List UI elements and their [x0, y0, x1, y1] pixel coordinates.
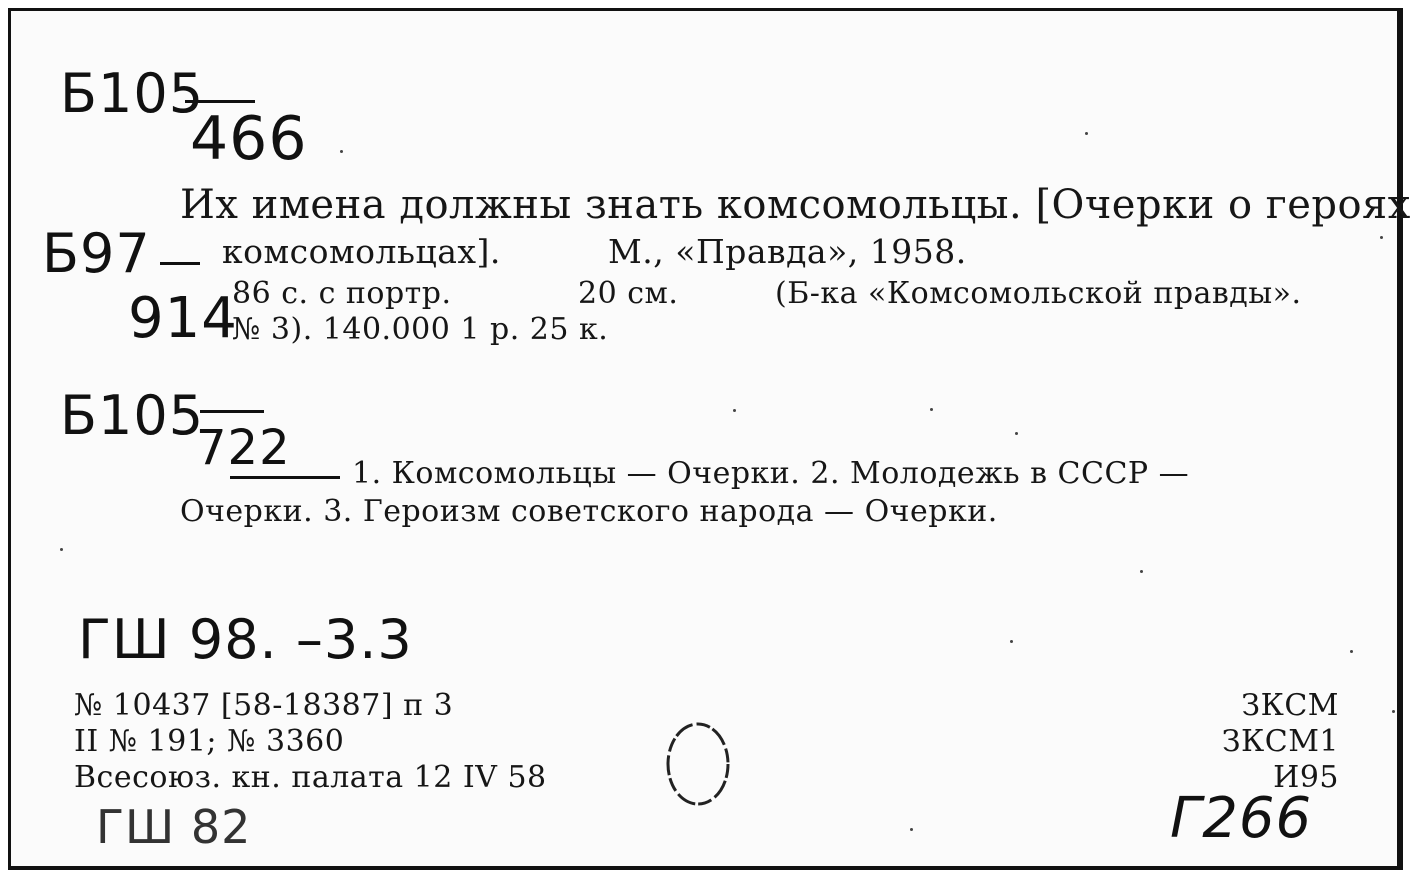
imprint-line-3: Всесоюз. кн. палата 12 IV 58	[74, 760, 547, 795]
entry-line-4: № 3). 140.000 1 р. 25 к.	[232, 312, 609, 347]
card-punch-hole	[660, 718, 740, 810]
shelf-mark-1-main: Б105	[60, 62, 205, 125]
shelf-mark-3-fraction-line	[200, 410, 264, 413]
speck	[733, 409, 736, 412]
entry-line-2-part-b: М., «Правда», 1958.	[608, 232, 967, 271]
speck	[1350, 650, 1353, 653]
shelf-mark-2-main: Б97	[42, 222, 151, 285]
entry-line-3-part-c: (Б-ка «Комсомольской правды».	[775, 276, 1302, 311]
imprint-line-1: № 10437 [58-18387] п 3	[74, 688, 454, 723]
shelf-mark-2-dash	[160, 262, 200, 265]
shelf-mark-3-sub: 722	[196, 420, 291, 476]
code-line-2: ЗКСМ1	[1221, 724, 1339, 759]
shelf-mark-1-sub: 466	[190, 104, 308, 174]
shelf-mark-5: ГШ 82	[96, 800, 252, 854]
speck	[930, 408, 933, 411]
subject-headings-line-2: Очерки. 3. Героизм советского народа — Очерки.	[180, 494, 998, 529]
speck	[1392, 710, 1395, 713]
speck	[340, 150, 343, 153]
speck	[910, 828, 913, 831]
speck	[1015, 432, 1018, 435]
entry-line-3-part-a: 86 с. с портр.	[232, 276, 452, 311]
speck	[1010, 640, 1013, 643]
entry-line-3-part-b: 20 см.	[578, 276, 679, 311]
shelf-mark-4: ГШ 98. –3.3	[78, 608, 413, 671]
entry-title-line: Их имена должны знать комсомольцы. [Очерки о героях	[180, 182, 1411, 228]
imprint-line-2: II № 191; № 3360	[74, 724, 345, 759]
speck	[1085, 132, 1088, 135]
entry-line-2-part-a: комсомольцах].	[222, 232, 501, 271]
speck	[1380, 236, 1383, 239]
code-line-1: ЗКСМ	[1241, 688, 1339, 723]
speck	[1140, 570, 1143, 573]
shelf-mark-2-sub: 914	[128, 286, 238, 351]
shelf-mark-1-fraction-line	[185, 100, 255, 103]
shelf-mark-6: Г266	[1170, 786, 1313, 851]
subject-headings-line-1: 1. Комсомольцы — Очерки. 2. Молодежь в СССР —	[352, 456, 1190, 491]
shelf-mark-3-main: Б105	[60, 384, 205, 447]
code-line-3: И95	[1273, 760, 1339, 795]
shelf-mark-3-underline	[230, 476, 340, 479]
speck	[60, 548, 63, 551]
